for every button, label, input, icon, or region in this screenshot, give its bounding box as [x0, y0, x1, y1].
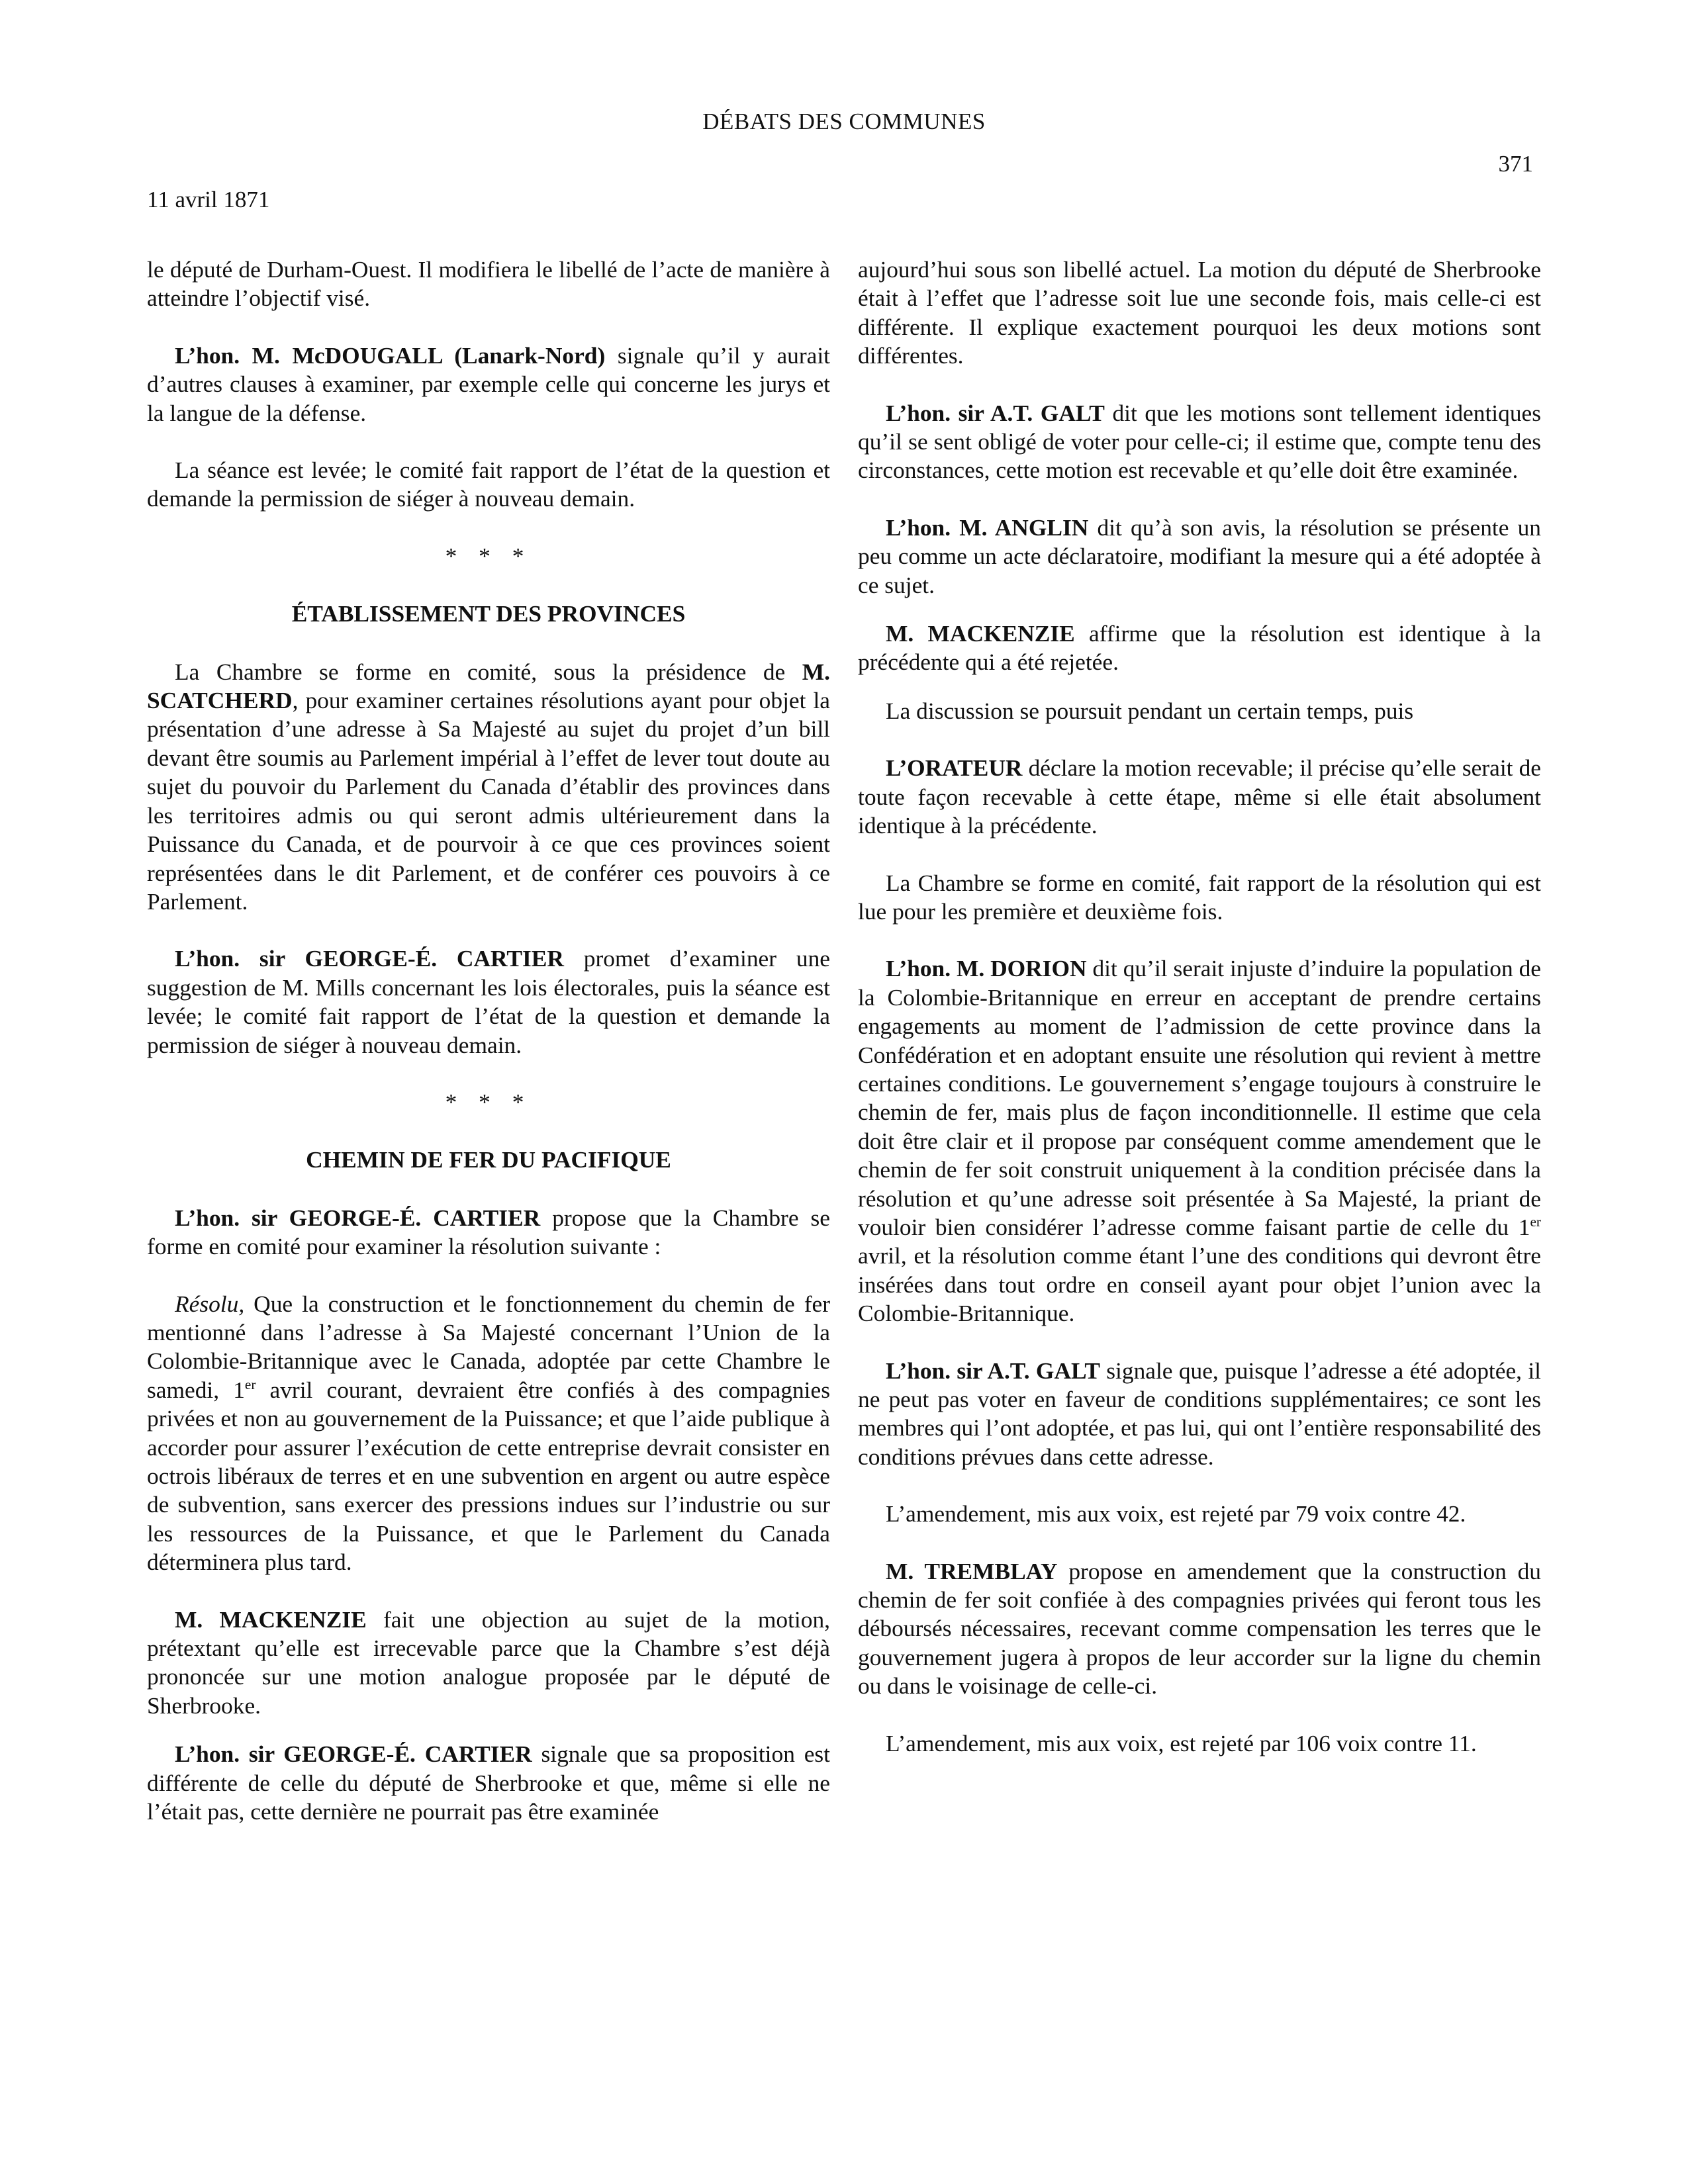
section-separator: * * *: [445, 1088, 532, 1115]
text-run: , pour examiner certaines résolutions ayant pour objet la présentation d’une adresse à Sa Majesté au sujet du projet d’un bill devant être soumis au Parlement impérial à l’effet de lever tout doute au sujet du pouvoir du Parlement du Canada d’établir des provinces dans les territoires admis ou qui seront admis ultérieurement dans la Puissance du Canada, et de pourvoir à ce que ces provinces soient représentées dans le dit Parlement, et de conférer ces pouvoirs à ce Parlement.: [147, 687, 830, 915]
paragraph: [147, 658, 830, 917]
ordinal-suffix: er: [244, 1377, 256, 1393]
paragraph: [147, 1204, 830, 1261]
section-heading: CHEMIN DE FER DU PACIFIQUE: [306, 1146, 671, 1173]
right-column: [858, 255, 1541, 1786]
running-title: DÉBATS DES COMMUNES: [702, 109, 986, 134]
speech-text: signale qu’il y aurait d’autres clauses à examiner, par exemple celle qui concerne les jurys et la langue de la défense.: [147, 341, 830, 426]
speaker-name: M. MACKENZIE: [175, 1606, 367, 1633]
speech-text: dit qu’il serait injuste d’induire la population de la Colombie-Britannique en erreur en acceptant de prendre certains engagements au moment de l’admission de cette province dans la Confédération et en adoptant ensuite une résolution qui revient à mettre certaines conditions. Le gouvernement s’engage toujours à construire le chemin de fer, mais plus de façon inconditionnelle. Il estime que cela doit être clair et il propose par conséquent comme amendement que le chemin de fer soit construit uniquement à la condition précisée dans la résolution et qu’une adresse soit présentée à Sa Majesté, la priant de vouloir bien considérer l’adresse comme faisant partie de celle du 1: [858, 955, 1541, 1240]
speaker-name: L’hon. M. ANGLIN: [886, 514, 1089, 541]
paragraph: La séance est levée; le comité fait rapport de l’état de la question et demande la permission de siéger à nouveau demain.: [147, 457, 830, 512]
sitting-date: 11 avril 1871: [147, 187, 270, 212]
paragraph: aujourd’hui sous son libellé actuel. La motion du député de Sherbrooke était à l’effet que l’adresse soit lue une seconde fois, mais celle-ci est différente. Il explique exactement pourquoi les deux motions sont différentes.: [858, 256, 1541, 369]
paragraph: [858, 1557, 1541, 1701]
paragraph: le député de Durham-Ouest. Il modifiera le libellé de l’acte de manière à atteindre l’objectif visé.: [147, 256, 830, 312]
resolution-paragraph: [147, 1290, 830, 1577]
speech-text: avril, et la résolution comme étant l’une des conditions qui devront être insérées dans tout ordre en conseil ayant pour objet l’union avec la Colombie-Britannique.: [858, 1242, 1541, 1327]
speaker-name: L’hon. sir GEORGE-É. CARTIER: [175, 1741, 532, 1768]
vote-result: L’amendement, mis aux voix, est rejeté par 106 voix contre 11.: [886, 1729, 1477, 1756]
paragraph: [858, 619, 1541, 677]
speaker-name: L’hon. sir GEORGE-É. CARTIER: [175, 945, 564, 972]
paragraph: [147, 944, 830, 1060]
text-run: La Chambre se forme en comité, sous la présidence de: [175, 658, 802, 685]
speech-text: propose que la Chambre se forme en comité pour examiner la résolution suivante :: [147, 1204, 830, 1260]
paragraph: [858, 1357, 1541, 1472]
speaker-name: M. TREMBLAY: [886, 1557, 1058, 1584]
paragraph: [858, 399, 1541, 485]
speech-text: signale que, puisque l’adresse a été adoptée, il ne peut pas voter en faveur de conditions supplémentaires; ce sont les membres qui l’ont adoptée, et pas lui, qui ont l’entière responsabilité des conditions prévues dans cette adresse.: [858, 1357, 1541, 1470]
speech-text: dit qu’à son avis, la résolution se présente un peu comme un acte déclaratoire, modifiant la mesure qui a été adoptée à ce sujet.: [858, 514, 1541, 598]
paragraph: La discussion se poursuit pendant un certain temps, puis: [886, 697, 1414, 724]
speech-text: promet d’examiner une suggestion de M. Mills concernant les lois électorales, puis la séance est levée; le comité fait rapport de l’état de la question et demande la permission de siéger à nouveau demain.: [147, 945, 831, 1058]
speaker-name: L’hon. sir A.T. GALT: [886, 399, 1105, 426]
paragraph: [858, 954, 1541, 1328]
speech-text: déclare la motion recevable; il précise qu’elle serait de toute façon recevable à cette étape, même si elle était absolument identique à la précédente.: [858, 754, 1541, 839]
section-separator: * * *: [445, 542, 532, 569]
text-run: avril courant, devraient être confiés à des compagnies privées et non au gouvernement de la Puissance; et que l’aide publique à accorder pour assurer l’exécution de cette entreprise devrait consister en octrois libéraux de terres et en une subvention en argent ou autre espèce de subvention, sans exercer des pressions indues sur l’industrie ou sur les ressources de la Puissance, et que le Parlement du Canada déterminera plus tard.: [147, 1376, 830, 1576]
left-column: [147, 255, 830, 1854]
speech-text: dit que les motions sont tellement identiques qu’il se sent obligé de voter pour celle-ci; il estime que, compte tenu des circonstances, cette motion est recevable et qu’elle doit être examinée.: [858, 399, 1541, 484]
paragraph: [147, 1606, 830, 1721]
section-heading: ÉTABLISSEMENT DES PROVINCES: [291, 600, 686, 627]
paragraph: [147, 1740, 830, 1826]
speech-text: signale que sa proposition est différente de celle du député de Sherbrooke et que, même si elle ne l’était pas, cette dernière ne pourrait pas être examinée: [147, 1741, 831, 1825]
speaker-name: M. MACKENZIE: [886, 620, 1075, 647]
chair-name: M. SCATCHERD: [147, 658, 830, 714]
paragraph: [858, 754, 1541, 840]
speaker-name: L’hon. M. DORION: [886, 955, 1087, 982]
speech-text: affirme que la résolution est identique à la précédente qui a été rejetée.: [858, 620, 1542, 676]
speech-text: propose en amendement que la construction du chemin de fer soit confiée à des compagnies privées qui feront tous les déboursés nécessaires, recevant comme compensation les terres que le gouvernement jugera à propos de leur accorder sur la ligne du chemin ou dans le voisinage de celle-ci.: [858, 1557, 1541, 1700]
speaker-name: L’ORATEUR: [886, 754, 1023, 782]
speaker-name: L’hon. sir A.T. GALT: [886, 1357, 1100, 1384]
ordinal-suffix: er: [1530, 1214, 1541, 1230]
paragraph: La Chambre se forme en comité, fait rapport de la résolution qui est lue pour les première et deuxième fois.: [858, 869, 1541, 925]
paragraph: [147, 341, 830, 428]
text-run: Que la construction et le fonctionnement du chemin de fer mentionné dans l’adresse à Sa Majesté concernant l’Union de la Colombie-Britannique avec le Canada, adoptée par cette Chambre le samedi, 1: [147, 1290, 830, 1403]
speaker-name: L’hon. M. McDOUGALL (Lanark-Nord): [175, 341, 606, 369]
resolution-lead: Résolu,: [175, 1290, 245, 1317]
paragraph: [858, 514, 1541, 600]
speech-text: fait une objection au sujet de la motion, prétextant qu’elle est irrecevable parce que la Chambre s’est déjà prononcée sur une motion analogue proposée par le député de Sherbrooke.: [147, 1606, 830, 1719]
page-number: 371: [1498, 151, 1533, 177]
speaker-name: L’hon. sir GEORGE-É. CARTIER: [175, 1204, 541, 1231]
vote-result: L’amendement, mis aux voix, est rejeté par 79 voix contre 42.: [886, 1500, 1466, 1527]
